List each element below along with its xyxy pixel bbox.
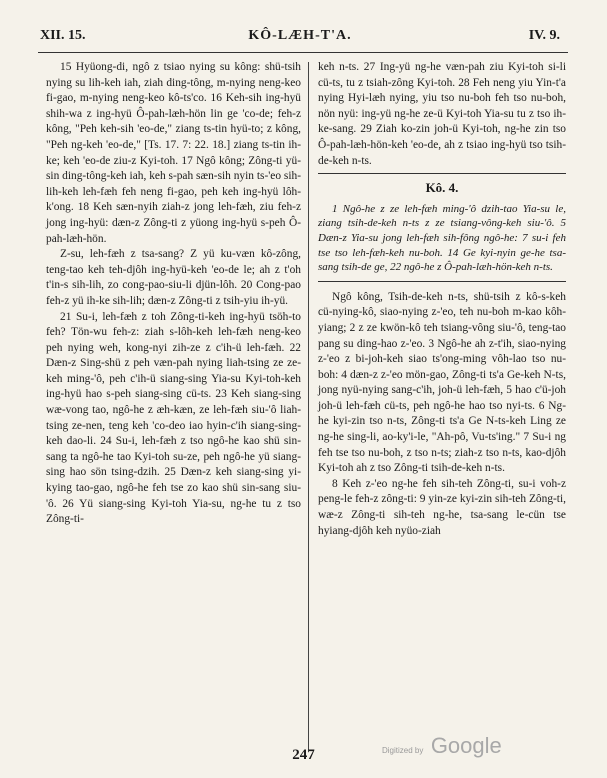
left-paragraph: 21 Su-i, leh-fæh z toh Zông-ti-keh ing-hyü tsöh-to feh? Tön-wu feh-z: ziah s-lôh-keh leh-fæh neng-keo peh nying weh, kong-nyi zih-ze z c'ih-ü leh-fæh. 22 Dæn-z Sing-shü z peh væn-pah nying liah-tsing ze ze-keh ming-'ô, peh c'ih-ü siang-sing Yia-su Kyi-toh-keh ing-hyü hao s-peh siang-sing cü-ts. 23 Keh siang-sing wæ-vong tao, ngô-he z æh-kæn, ze leh-fæh siu-'ô liah-tsing ze-nen, teng keh 'co-deo iao hyin-c'ih siang-sing-keh dao-li. 24 Su-i, leh-fæh z tso ngô-he kao shü sin-sang ta ngô-he tao Kyi-toh su-ze, peh ngô-he yü siang-sing hao sön tsing-dzih. 25 Dæn-z keh siang-sing yi-kying tao-gao, ngô-he feh tse zo kao shü sin-sang siu-'ô. 26 Yü siang-sing Kyi-toh Yia-su, ng-he tu z tso Zông-ti-: [46, 310, 301, 526]
chapter-heading: Kô. 4.: [425, 180, 459, 196]
right-paragraph: 8 Keh z-'eo ng-he feh sih-teh Zông-ti, su-i voh-z peng-le feh-z zông-ti: 9 yin-ze kyi-zin sih-teh Zông-ti, wæ-z Zông-ti sih-teh ng-he, tsa-sang le-cün tse hyiang-djôh keh nyüo-ziah: [318, 477, 566, 537]
header-rule: [38, 52, 568, 53]
right-paragraph-top: keh n-ts. 27 Ing-yü ng-he væn-pah ziu Kyi-toh si-li cü-ts, tu z tsiah-zông Kyi-toh. 28 Feh neng yiu Yin-t'a nying Hyi-læh nying, yiu tso nu-boh feh tso nu-boh, nön nyü: ing-yü ng-he ze-ü Kyi-toh Yia-su tu z tso ih-ke-sang. 29 Ziah ko-zin joh-ü Kyi-toh, ng-he zin tso Ô-pah-læh-hön-keh 'eo-de, ah z tsiao ing-hyü tso tsih-de-keh n-ts.: [318, 61, 566, 167]
page-number: 247: [292, 747, 315, 763]
left-column: [46, 60, 301, 528]
chapter-summary: 1 Ngô-he z ze leh-fæh ming-'ô dzih-tao Yia-su le, ziang tsih-de-keh n-ts z ze tsiang-vông-keh siu-'ô. 5 Dæn-z Yia-su jong leh-fæh sih-fông ngô-he: 7 su-i feh tse tso leh-fæh-keh nu-boh. 14 Ge kyi-nyin ge-he tsa-sang tsih-de ge, 22 ngô-he z Ô-pah-læh-hön-keh n-ts.: [318, 202, 566, 274]
right-paragraph: Ngô kông, Tsih-de-keh n-ts, shü-tsih z kô-s-keh cü-nying-kô, siao-nying z-'eo, teh nu-boh m-kao kôh-yiang; 2 z ze kwön-kô teh tsiang-vông siu-'ô, teng-tao pang su ding-hao z-'eo. 3 Ngô-he ah z-t'ih, siao-nying z-'eo z bi-joh-keh siao ts'ong-ming vôh-lao tso nu-boh: 4 dæn-z z-'eo mön-gao, Zông-ti ts'a Ge-keh N-ts, jong nyü-nying sang-c'ih, joh-ü leh-fæh, 5 hao c'ü-joh joh-ü leh-fæh cü-ts, peh ngô-he hao tso nyi-ts. 6 Ng-he kyi-zin tso n-ts, Zông-ti ts'a Ge N-ts-keh Ling ze ng-he sing-li, ao-ky'i-le, "Ah-pô, Vu-ts'ing." 7 Su-i ng feh tse tso nu-boh, z tso n-ts; ziah-z tso n-ts, kao-djôh Kyi-toh ah z tso Zông-ti tsih-de-keh n-ts.: [318, 290, 566, 475]
left-paragraph: 15 Hyüong-di, ngô z tsiao nying su kông: shü-tsih nying su lih-keh iah, ziah ding-tông, m-nying neng-keo fi-gao, m-nying neng-keo kô-ts'co. 16 Keh-sih ing-hyü shih-wa z ing-hyü Ô-pah-læh-hön lin ge 'co-de; feh-z kông, "Peh keh-sih 'eo-de," ziang ts-tin hyü-to; z kông, "Peh ng-keh 'eo-de," [Ts. 17. 7: 22. 18.] ziang ts-tin ih-ke; keh 'eo-de ziu-z Kyi-toh. 17 Ngô kông; Zông-ti yü-sin ding-tông-keh iah, keh s-pah sæn-sih nyin ts-'eo sih-lih-keh leh-fæh feh neng fi-gao, peh keh ing-hyü lôh-k'ong. 18 Keh sæn-nyih ziah-z jong leh-fæh, ziu feh-z jong ing-hyü: dæn-z Zông-ti z yüong ing-hyü s-peh Ô-pah-læh-hön.: [46, 61, 301, 245]
running-header: [40, 28, 560, 50]
chapter-summary-box: [318, 173, 566, 282]
right-column: [318, 60, 566, 539]
digitization-watermark: [382, 733, 502, 759]
watermark-prefix: Digitized by: [382, 746, 424, 755]
left-paragraph: Z-su, leh-fæh z tsa-sang? Z yü ku-væn kô-zông, teng-tao keh teh-djôh ing-hyü-keh 'eo-de le; ah z t'oh t'in-s sih-lih, zo cong-pao-siu-li djün-lôh. 20 Cong-pao feh-z yü ih-ke sih-lih; dæn-z Zông-ti z tsih-yiu ih-yü.: [46, 248, 301, 307]
header-book-title: KÔ-LÆH-T'A.: [248, 28, 352, 43]
column-divider: [308, 62, 309, 750]
google-logo: Google: [430, 733, 502, 758]
header-chapter-left: XII. 15.: [40, 28, 86, 43]
header-chapter-right: IV. 9.: [528, 28, 560, 43]
